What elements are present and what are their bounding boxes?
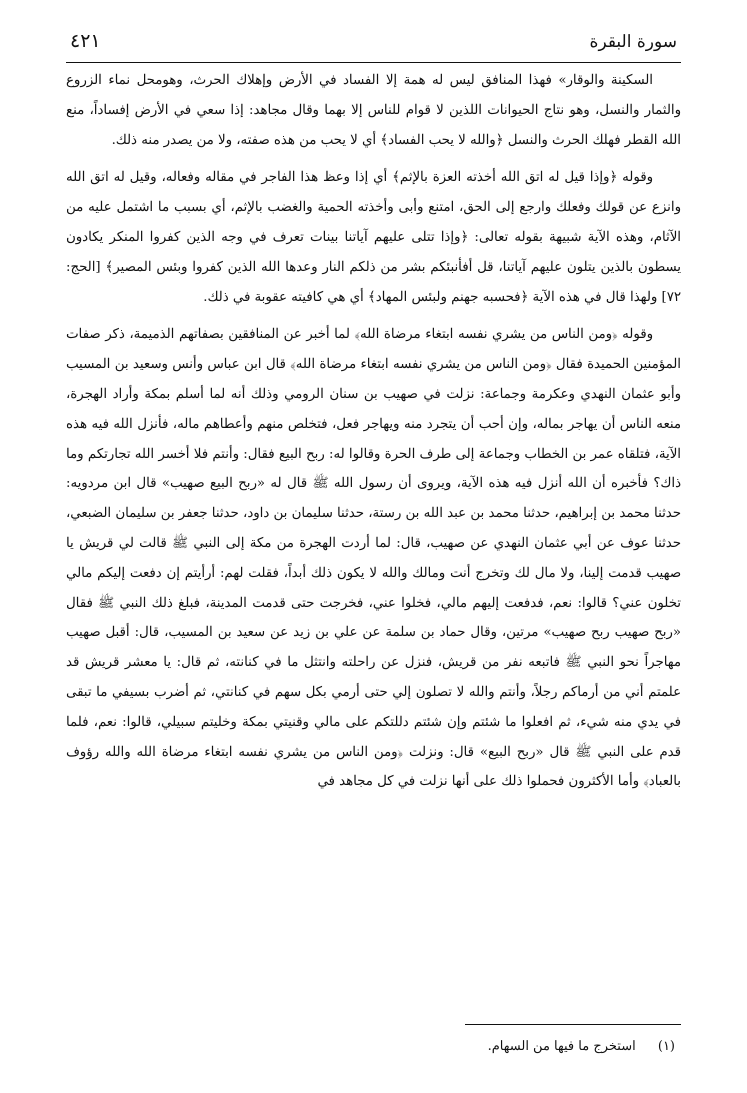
paragraph-3: وقوله ﴿ومن الناس من يشري نفسه ابتغاء مرضاة الله﴾ لما أخبر عن المنافقين بصفاتهم الذميمة، ذكر صفات المؤمنين الحميدة فقال ﴿ومن الناس من يشري نفسه ابتغاء مرضاة الله﴾ قال ابن عباس وأنس وسعيد بن المسيب وأبو عثمان النهدي وعكرمة وجماعة: نزلت في صهيب بن سنان الرومي وذلك أنه لما أسلم بمكة وأراد الهجرة، منعه الناس أن يهاجر بماله، وإن أحب أن يتجرد منه ويهاجر فعل، فتخلص منهم وأعطاهم ماله، فأنزل الله فيه هذه الآية، فتلقاه عمر بن الخطاب وجماعة إلى طرف الحرة وقالوا له: ربح البيع فقال: وأنتم فلا أخسر الله تجارتكم وما ذاك؟ فأخبره أن الله أنزل فيه هذه الآية، ويروى أن رسول الله ﷺ قال له «ربح البيع صهيب» قال ابن مردويه: حدثنا محمد بن إبراهيم، حدثنا محمد بن عبد الله بن رستة، حدثنا سليمان بن داود، حدثنا جعفر بن سليمان الضبعي، حدثنا عوف عن أبي عثمان النهدي عن صهيب، قال: لما أردت الهجرة من مكة إلى النبي ﷺ قالت لي قريش يا صهيب قدمت إلينا، ولا مال لك وتخرج أنت ومالك والله لا يكون ذلك أبداً، فقلت لهم: أرأيتم إن دفعت إليكم مالي تخلون عني؟ قالوا: نعم، فدفعت إليهم مالي، فخلوا عني، فخرجت حتى قدمت المدينة، فبلغ ذلك النبي ﷺ فقال «ربح صهيب ربح صهيب» مرتين، وقال حماد بن سلمة عن علي بن زيد عن سعيد بن المسيب، قال: أقبل صهيب مهاجراً نحو النبي ﷺ فاتبعه نفر من قريش، فنزل عن راحلته وانتثل ما في كنانته، ثم قال: يا معشر قريش قد علمتم أني من أرماكم رجلاً، وأنتم والله لا تصلون إلي حتى أرمي بكل سهم في كنانتي، ثم أضرب بسيفي ما تبقى في يدي منه شيء، ثم افعلوا ما شئتم وإن شئتم دللتكم على مالي وقنيتي بمكة وخليتم سبيلي، قالوا: نعم، فلما قدم على النبي ﷺ قال «ربح البيع» قال: ونزلت ﴿ومن الناس من يشري نفسه ابتغاء مرضاة الله والله رؤوف بالعباد﴾ وأما الأكثرون فحملوا ذلك على أنها نزلت في كل مجاهد في (66, 327, 681, 790)
footnote (66, 1036, 675, 1058)
surah-title: سورة البقرة (589, 32, 677, 52)
paragraph-2: وقوله ﴿وإذا قيل له اتق الله أخذته العزة بالإثم﴾ أي إذا وعظ هذا الفاجر في مقاله وفعاله، وقيل له اتق الله وانزع عن قولك وفعلك وارجع إلى الحق، امتنع وأبى وأخذته الحمية والغضب بالإثم، أي بسبب ما اشتمل عليه من الآثام، وهذه الآية شبيهة بقوله تعالى: ﴿وإذا تتلى عليهم آياتنا بينات تعرف في وجه الذين كفروا المنكر يكادون يسطون بالذين يتلون عليهم آياتنا، قل أفأنبئكم بشر من ذلكم النار وعدها الله الذين كفروا وبئس المصير﴾ [الحج: ٧٢] ولهذا قال في هذه الآية ﴿فحسبه جهنم ولبئس المهاد﴾ أي هي كافيته عقوبة في ذلك. (66, 170, 681, 305)
paragraph-1: السكينة والوقار» فهذا المنافق ليس له همة إلا الفساد في الأرض وإهلاك الحرث، وهومحل نماء الزروع والثمار والنسل، وهو نتاج الحيوانات اللذين لا قوام للناس إلا بهما وقال مجاهد: إذا سعي في الأرض إفساداً، منع الله القطر فهلك الحرث والنسل ﴿والله لا يحب الفساد﴾ أي لا يحب من هذه صفته، ولا من يصدر منه ذلك. (66, 73, 681, 148)
footnote-number: (١) (657, 1039, 675, 1054)
page-body (66, 66, 681, 797)
footnote-text: استخرج ما فيها من السهام. (487, 1039, 636, 1054)
page-number: ٤٢١ (70, 30, 101, 52)
page-header (66, 28, 681, 63)
footnote-divider (465, 1024, 681, 1025)
